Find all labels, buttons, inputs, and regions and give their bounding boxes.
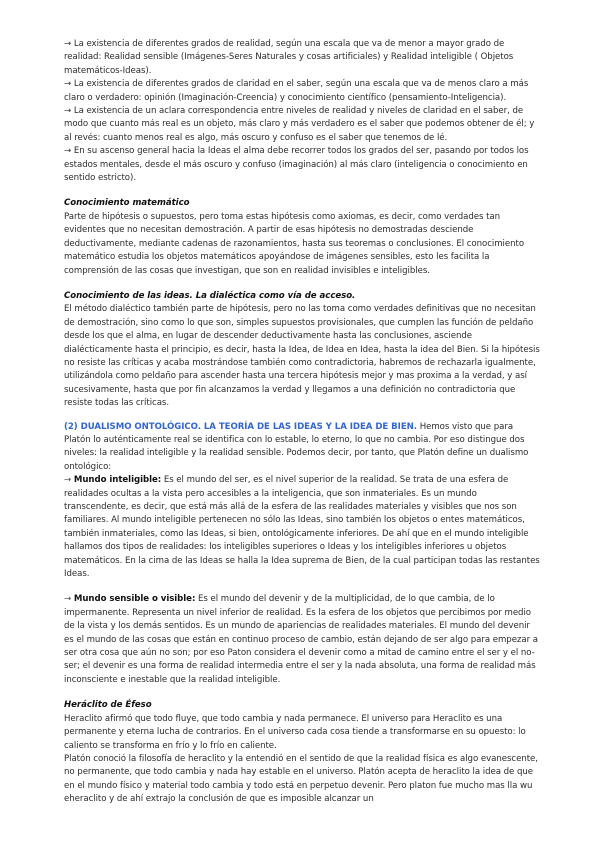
bullet-correspondencia: → La existencia de un aclara correspondencia entre niveles de realidad y niveles de claridad en el saber, de modo que cuanto más real es un objeto, más claro y más verdadero es el saber que podemos obtener de él; y al revés: cuanto menos real es algo, más oscuro y confuso es el saber que tenemos de lé. [64,106,535,143]
paragraph-dialectica: El método dialéctico también parte de hipótesis, pero no las toma como verdades definitivas que no necesitan de demostración, sino como lo que son, simples supuestos provisionales, que cumplen las función de peldaño desde los que el alma, en lugar de descender deductivamente hasta las conclusiones, asciende dialécticamente hasta el principio, es decir, hasta la Idea, de Idea en Idea, hasta la idea del Bien. Si la hipótesis no resiste las críticas y acaba mostrándose también como contradictoria, habremos de rechazarla igualmente, utilizándola como peldaño para ascender hasta una tercera hipótesis mejor y mas proxima a la verdad, y así sucesivamente, hasta que por fin alcanzamos la verdad y llegamos a una definición no contradictoria que resiste todas las críticas. [64,304,540,409]
paragraph-heraclito-1: Heraclito afirmó que todo fluye, que todo cambia y nada permanece. El universo para Heraclito es una permanente y eterna lucha de contrarios. En el universo cada cosa tiende a transformarse en su opuesto: lo caliento se transforma en frío y lo frío en caliente. [64,713,526,751]
paragraph-mundo-sensible [64,593,540,687]
text-mundo-inteligible: Es el mundo del ser, es el nivel superior de la realidad. Se trata de una esfera de realidades ocultas a la vista pero accesibles a la inteligencia, que son inmateriales. Es un mundo transcendente, es decir, que está más allá de la esfera de las realidades materiales y visibles que nos son familiares. Al mundo inteligible pertenecen no sólo las Ideas, sino también los objetos o entes matemáticos, también inmateriales, como las Ideas, si bien, ontológicamente inferiores. De ahí que en el mundo inteligible hallamos dos tipos de realidades: los inteligibles superiores o Ideas y los inteligibles inferiores u objetos matemáticos. En la cima de las Ideas se halla la Idea suprema de Bien, de la cual participan todas las restantes Ideas. [64,475,540,580]
arrow-icon: → [64,594,74,605]
dualismo-intro-text: Hemos visto que para Platón lo auténticamente real se identifica con lo estable, lo eterno, lo que no cambia. Por eso distingue dos niveles: la realidad inteligible y la realidad sensible. Podemos decir, por tanto, que Platón define un dualismo ontológico: [64,421,529,472]
arrow-icon: → [64,475,74,486]
section-title-dualismo: (2) DUALISMO ONTOLÓGICO. LA TEORÍA DE LAS IDEAS Y LA IDEA DE BIEN. [64,421,418,432]
bullet-grados-claridad: → La existencia de diferentes grados de claridad en el saber, según una escala que va de menos claro a más claro o verdadero: opinión (Imaginación-Creencia) y conocimiento científico (pensamiento-Inteligencia). [64,79,529,103]
text-mundo-sensible: Es el mundo del devenir y de la multiplicidad, de lo que cambia, de lo impermanente. Representa un nivel inferior de realidad. Es la esfera de los objetos que percibimos por medio de la vista y los demás sentidos. Es un mundo de apariencias de realidades materiales. El mundo del devenir es el mundo de las cosas que están en continuo proceso de cambio, están dejando de ser algo para empezar a ser otra cosa que aún no son; por eso Paton considera el devenir como a mitad de camino entre el ser y el no-ser; el devenir es una forma de realidad intermedia entre el ser y la nada absoluta, una forma de realidad más inconsciente e inestable que la realidad inteligible. [64,594,538,685]
paragraph-heraclito-2: Platón conoció la filosofía de heraclito y la entendió en el sentido de que la realidad física es algo evanescente, no permanente, que todo cambia y nada hay estable en el universo. Platón acepta de heraclito la idea de que en el mundo físico y material todo cambia y todo está en perpetuo devenir. Pero platon fue mucho mas lla wu eheraclito y de ahí extrajo la conclusión de que es imposible alcanzar un [64,753,538,805]
label-mundo-sensible: Mundo sensible o visible: [73,594,196,605]
label-mundo-inteligible: Mundo inteligible: [73,475,162,486]
bullet-ascenso: → En su ascenso general hacia la Ideas el alma debe recorrer todos los grados del ser, pasando por todos los estados mentales, desde el más oscuro y confuso (imaginación) al más claro (inteligencia o conocimiento en sentido estricto). [64,146,529,184]
heading-conocimiento-ideas: Conocimiento de las ideas. La dialéctica como vía de acceso. [64,290,356,301]
paragraph-mundo-inteligible [64,474,540,581]
paragraph-dualismo-intro [64,421,540,475]
heading-heraclito: Heráclito de Éfeso [64,700,152,711]
heading-conocimiento-matematico: Conocimiento matemático [64,198,190,209]
paragraph-conocimiento-matematico: Parte de hipótesis o supuestos, pero toma estas hipótesis como axiomas, es decir, como verdades tan evidentes que no necesitan demostración. A partir de esas hipótesis no demostradas desciende deductivamente, mediante cadenas de razonamientos, hasta sus teoremas o conclusiones. El conocimiento matemático estudia los objetos matemáticos apoyándose de imágenes sensibles, esto les facilita la comprensión de las cosas que investigan, que son en realidad invisibles e inteligibles. [64,211,525,276]
bullet-grados-realidad: → La existencia de diferentes grados de realidad, según una escala que va de menor a mayor grado de realidad: Realidad sensible (Imágenes-Seres Naturales y cosas artificiales) y Realidad inteligible ( Objetos matemáticos-Ideas). [64,39,514,76]
document-page [64,38,540,807]
